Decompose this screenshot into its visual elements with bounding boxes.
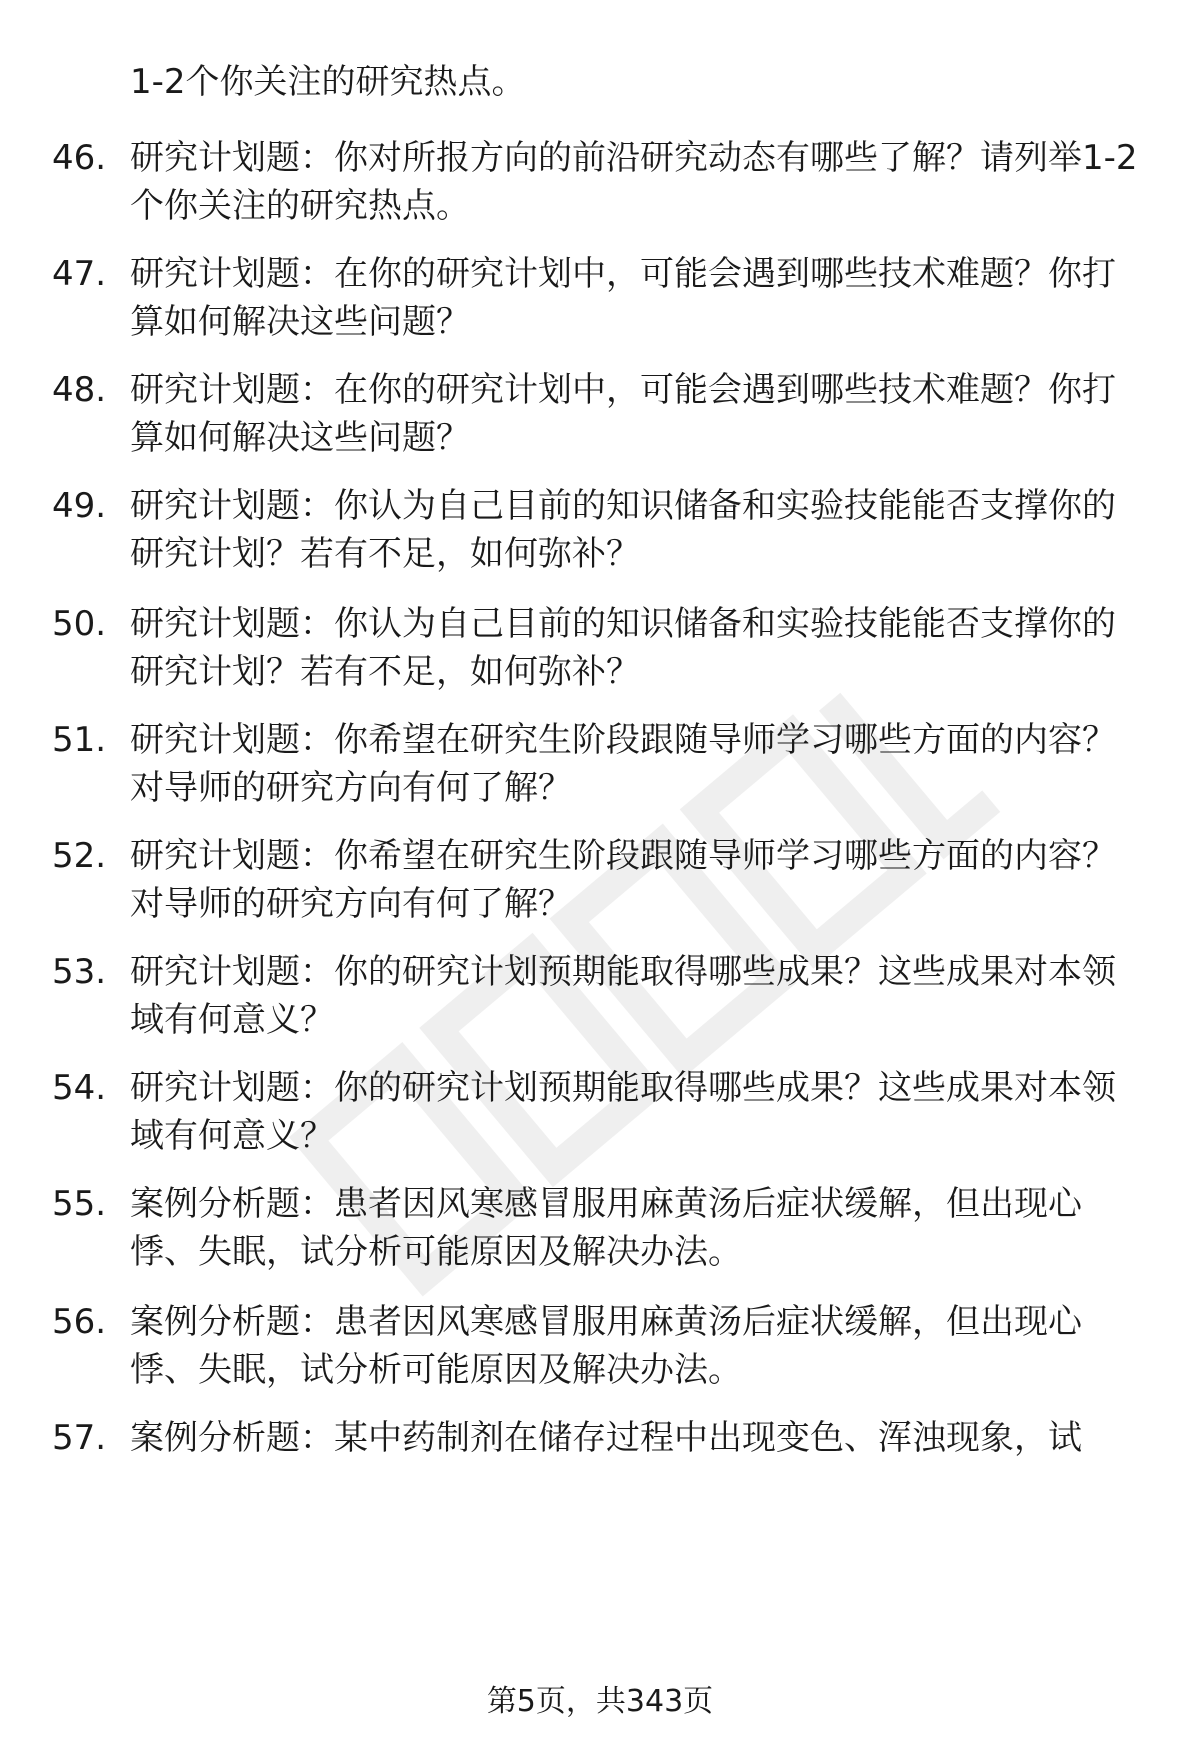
- item-number: 55.: [52, 1184, 107, 1224]
- item-text: 研究计划题：在你的研究计划中，可能会遇到哪些技术难题？你打算如何解决这些问题？: [130, 370, 1116, 458]
- item-text: 案例分析题：患者因风寒感冒服用麻黄汤后症状缓解，但出现心悸、失眠，试分析可能原因及解决办法。: [130, 1184, 1082, 1272]
- item-text: 研究计划题：你的研究计划预期能取得哪些成果？这些成果对本领域有何意义？: [130, 952, 1116, 1040]
- item-text: 研究计划题：你认为自己目前的知识储备和实验技能能否支撑你的研究计划？若有不足，如何弥补？: [130, 486, 1116, 574]
- item-text: 研究计划题：在你的研究计划中，可能会遇到哪些技术难题？你打算如何解决这些问题？: [130, 254, 1116, 342]
- list-item: [52, 1180, 1152, 1276]
- list-item: [52, 250, 1152, 346]
- item-number: 48.: [52, 370, 107, 410]
- continuation-text: 1-2个你关注的研究热点。: [130, 62, 526, 102]
- item-text: 研究计划题：你认为自己目前的知识储备和实验技能能否支撑你的研究计划？若有不足，如何弥补？: [130, 604, 1116, 692]
- list-item: [52, 948, 1152, 1044]
- item-number: 52.: [52, 836, 107, 876]
- item-number: 53.: [52, 952, 107, 992]
- item-text: 研究计划题：你的研究计划预期能取得哪些成果？这些成果对本领域有何意义？: [130, 1068, 1116, 1156]
- list-item: [52, 1298, 1152, 1394]
- list-item: [52, 1064, 1152, 1160]
- item-text: 研究计划题：你对所报方向的前沿研究动态有哪些了解？请列举1-2个你关注的研究热点。: [130, 138, 1138, 226]
- item-number: 56.: [52, 1302, 107, 1342]
- item-text: 研究计划题：你希望在研究生阶段跟随导师学习哪些方面的内容？对导师的研究方向有何了解？: [130, 720, 1116, 808]
- item-text: 案例分析题：患者因风寒感冒服用麻黄汤后症状缓解，但出现心悸、失眠，试分析可能原因及解决办法。: [130, 1302, 1082, 1390]
- list-item: [52, 1414, 1152, 1462]
- list-item: [52, 366, 1152, 462]
- list-item: [52, 134, 1152, 230]
- list-item: [52, 832, 1152, 928]
- list-item: [52, 600, 1152, 696]
- item-number: 54.: [52, 1068, 107, 1108]
- item-number: 57.: [52, 1418, 107, 1458]
- list-item: [52, 482, 1152, 578]
- item-text: 案例分析题：某中药制剂在储存过程中出现变色、浑浊现象，试: [130, 1418, 1082, 1458]
- item-text: 研究计划题：你希望在研究生阶段跟随导师学习哪些方面的内容？对导师的研究方向有何了解？: [130, 836, 1116, 924]
- item-number: 50.: [52, 604, 107, 644]
- item-number: 47.: [52, 254, 107, 294]
- item-number: 49.: [52, 486, 107, 526]
- page-footer: 第5页，共343页: [486, 1684, 714, 1719]
- list-item: [52, 716, 1152, 812]
- item-number: 46.: [52, 138, 107, 178]
- item-number: 51.: [52, 720, 107, 760]
